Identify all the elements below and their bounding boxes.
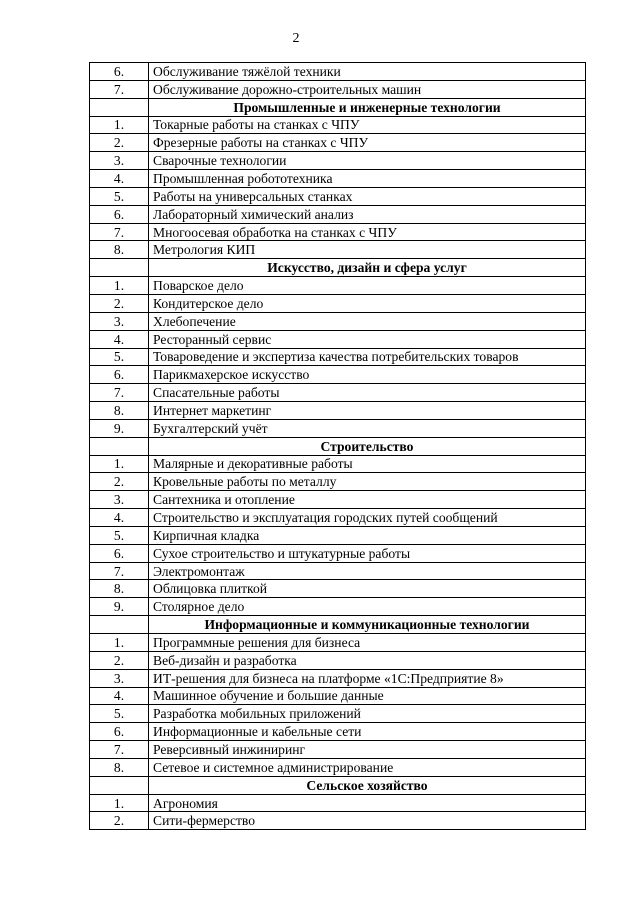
row-number: 4. — [90, 170, 149, 188]
row-number: 2. — [90, 812, 149, 830]
section-title: Информационные и коммуникационные технологии — [149, 616, 586, 634]
table-row — [90, 330, 586, 348]
competency-name: Промышленная робототехника — [149, 170, 586, 188]
section-header-row — [90, 776, 586, 794]
competency-name: Информационные и кабельные сети — [149, 723, 586, 741]
row-number: 1. — [90, 794, 149, 812]
table-row — [90, 562, 586, 580]
table-row — [90, 723, 586, 741]
row-number: 2. — [90, 473, 149, 491]
row-number: 3. — [90, 491, 149, 509]
row-number: 3. — [90, 312, 149, 330]
row-number: 7. — [90, 384, 149, 402]
section-title: Промышленные и инженерные технологии — [149, 98, 586, 116]
section-header-row — [90, 616, 586, 634]
row-number: 3. — [90, 669, 149, 687]
table-row — [90, 348, 586, 366]
table-row — [90, 741, 586, 759]
competency-name: Хлебопечение — [149, 312, 586, 330]
table-row — [90, 80, 586, 98]
competency-name: Фрезерные работы на станках с ЧПУ — [149, 134, 586, 152]
table-row — [90, 544, 586, 562]
competency-name: Ресторанный сервис — [149, 330, 586, 348]
row-number: 9. — [90, 598, 149, 616]
row-number: 4. — [90, 330, 149, 348]
competency-name: Товароведение и экспертиза качества потребительских товаров — [149, 348, 586, 366]
row-number: 7. — [90, 223, 149, 241]
row-number: 7. — [90, 80, 149, 98]
competency-name: Сити-фермерство — [149, 812, 586, 830]
competency-name: Работы на универсальных станках — [149, 187, 586, 205]
row-number: 9. — [90, 419, 149, 437]
competency-name: Кровельные работы по металлу — [149, 473, 586, 491]
competencies-table — [89, 62, 586, 830]
row-number: 6. — [90, 63, 149, 81]
table-row — [90, 116, 586, 134]
section-header-row — [90, 259, 586, 277]
row-number: 1. — [90, 455, 149, 473]
competency-name: Бухгалтерский учёт — [149, 419, 586, 437]
competency-name: Агрономия — [149, 794, 586, 812]
row-number: 5. — [90, 705, 149, 723]
table-row — [90, 705, 586, 723]
row-number: 1. — [90, 277, 149, 295]
table-row — [90, 312, 586, 330]
table-row — [90, 580, 586, 598]
competency-name: Сварочные технологии — [149, 152, 586, 170]
row-number: 8. — [90, 241, 149, 259]
row-number: 6. — [90, 205, 149, 223]
row-number: 2. — [90, 651, 149, 669]
competency-name: Поварское дело — [149, 277, 586, 295]
section-number-cell — [90, 437, 149, 455]
section-number-cell — [90, 98, 149, 116]
competency-name: Сантехника и отопление — [149, 491, 586, 509]
table-row — [90, 205, 586, 223]
table-row — [90, 277, 586, 295]
table-row — [90, 366, 586, 384]
table-row — [90, 758, 586, 776]
competency-name: Кондитерское дело — [149, 294, 586, 312]
competency-name: Разработка мобильных приложений — [149, 705, 586, 723]
section-number-cell — [90, 616, 149, 634]
row-number: 5. — [90, 348, 149, 366]
table-row — [90, 187, 586, 205]
table-row — [90, 669, 586, 687]
table-row — [90, 526, 586, 544]
competency-name: Веб-дизайн и разработка — [149, 651, 586, 669]
table-row — [90, 651, 586, 669]
row-number: 2. — [90, 134, 149, 152]
competency-name: Малярные и декоративные работы — [149, 455, 586, 473]
row-number: 5. — [90, 526, 149, 544]
table-row — [90, 812, 586, 830]
section-header-row — [90, 437, 586, 455]
row-number: 3. — [90, 152, 149, 170]
row-number: 6. — [90, 544, 149, 562]
competency-name: Программные решения для бизнеса — [149, 634, 586, 652]
section-number-cell — [90, 259, 149, 277]
table-row — [90, 794, 586, 812]
table-row — [90, 491, 586, 509]
competency-name: Обслуживание дорожно-строительных машин — [149, 80, 586, 98]
section-title: Сельское хозяйство — [149, 776, 586, 794]
competency-name: Электромонтаж — [149, 562, 586, 580]
competency-name: Спасательные работы — [149, 384, 586, 402]
row-number: 4. — [90, 509, 149, 527]
row-number: 5. — [90, 187, 149, 205]
competency-name: Строительство и эксплуатация городских путей сообщений — [149, 509, 586, 527]
table-row — [90, 455, 586, 473]
competency-name: Кирпичная кладка — [149, 526, 586, 544]
competency-name: Реверсивный инжиниринг — [149, 741, 586, 759]
competency-name: Сетевое и системное администрирование — [149, 758, 586, 776]
competency-name: Столярное дело — [149, 598, 586, 616]
page-number: 2 — [292, 31, 300, 46]
row-number: 1. — [90, 634, 149, 652]
competency-name: Парикмахерское искусство — [149, 366, 586, 384]
table-row — [90, 634, 586, 652]
table-row — [90, 598, 586, 616]
table-row — [90, 152, 586, 170]
row-number: 6. — [90, 366, 149, 384]
competency-name: Облицовка плиткой — [149, 580, 586, 598]
section-number-cell — [90, 776, 149, 794]
row-number: 7. — [90, 562, 149, 580]
row-number: 8. — [90, 580, 149, 598]
competency-name: Метрология КИП — [149, 241, 586, 259]
competency-name: ИТ-решения для бизнеса на платформе «1С:Предприятие 8» — [149, 669, 586, 687]
row-number: 1. — [90, 116, 149, 134]
row-number: 8. — [90, 402, 149, 420]
competency-name: Многоосевая обработка на станках с ЧПУ — [149, 223, 586, 241]
section-header-row — [90, 98, 586, 116]
competency-name: Обслуживание тяжёлой техники — [149, 63, 586, 81]
table-row — [90, 134, 586, 152]
table-row — [90, 170, 586, 188]
table-body — [90, 63, 586, 830]
table-row — [90, 63, 586, 81]
competency-name: Сухое строительство и штукатурные работы — [149, 544, 586, 562]
competency-name: Машинное обучение и большие данные — [149, 687, 586, 705]
section-title: Строительство — [149, 437, 586, 455]
table-row — [90, 402, 586, 420]
row-number: 2. — [90, 294, 149, 312]
row-number: 4. — [90, 687, 149, 705]
table-row — [90, 687, 586, 705]
table-row — [90, 294, 586, 312]
table-row — [90, 509, 586, 527]
row-number: 8. — [90, 758, 149, 776]
table-row — [90, 384, 586, 402]
competency-name: Токарные работы на станках с ЧПУ — [149, 116, 586, 134]
table-row — [90, 473, 586, 491]
table-row — [90, 241, 586, 259]
competency-name: Лабораторный химический анализ — [149, 205, 586, 223]
row-number: 7. — [90, 741, 149, 759]
section-title: Искусство, дизайн и сфера услуг — [149, 259, 586, 277]
table-row — [90, 223, 586, 241]
row-number: 6. — [90, 723, 149, 741]
competency-name: Интернет маркетинг — [149, 402, 586, 420]
table-row — [90, 419, 586, 437]
